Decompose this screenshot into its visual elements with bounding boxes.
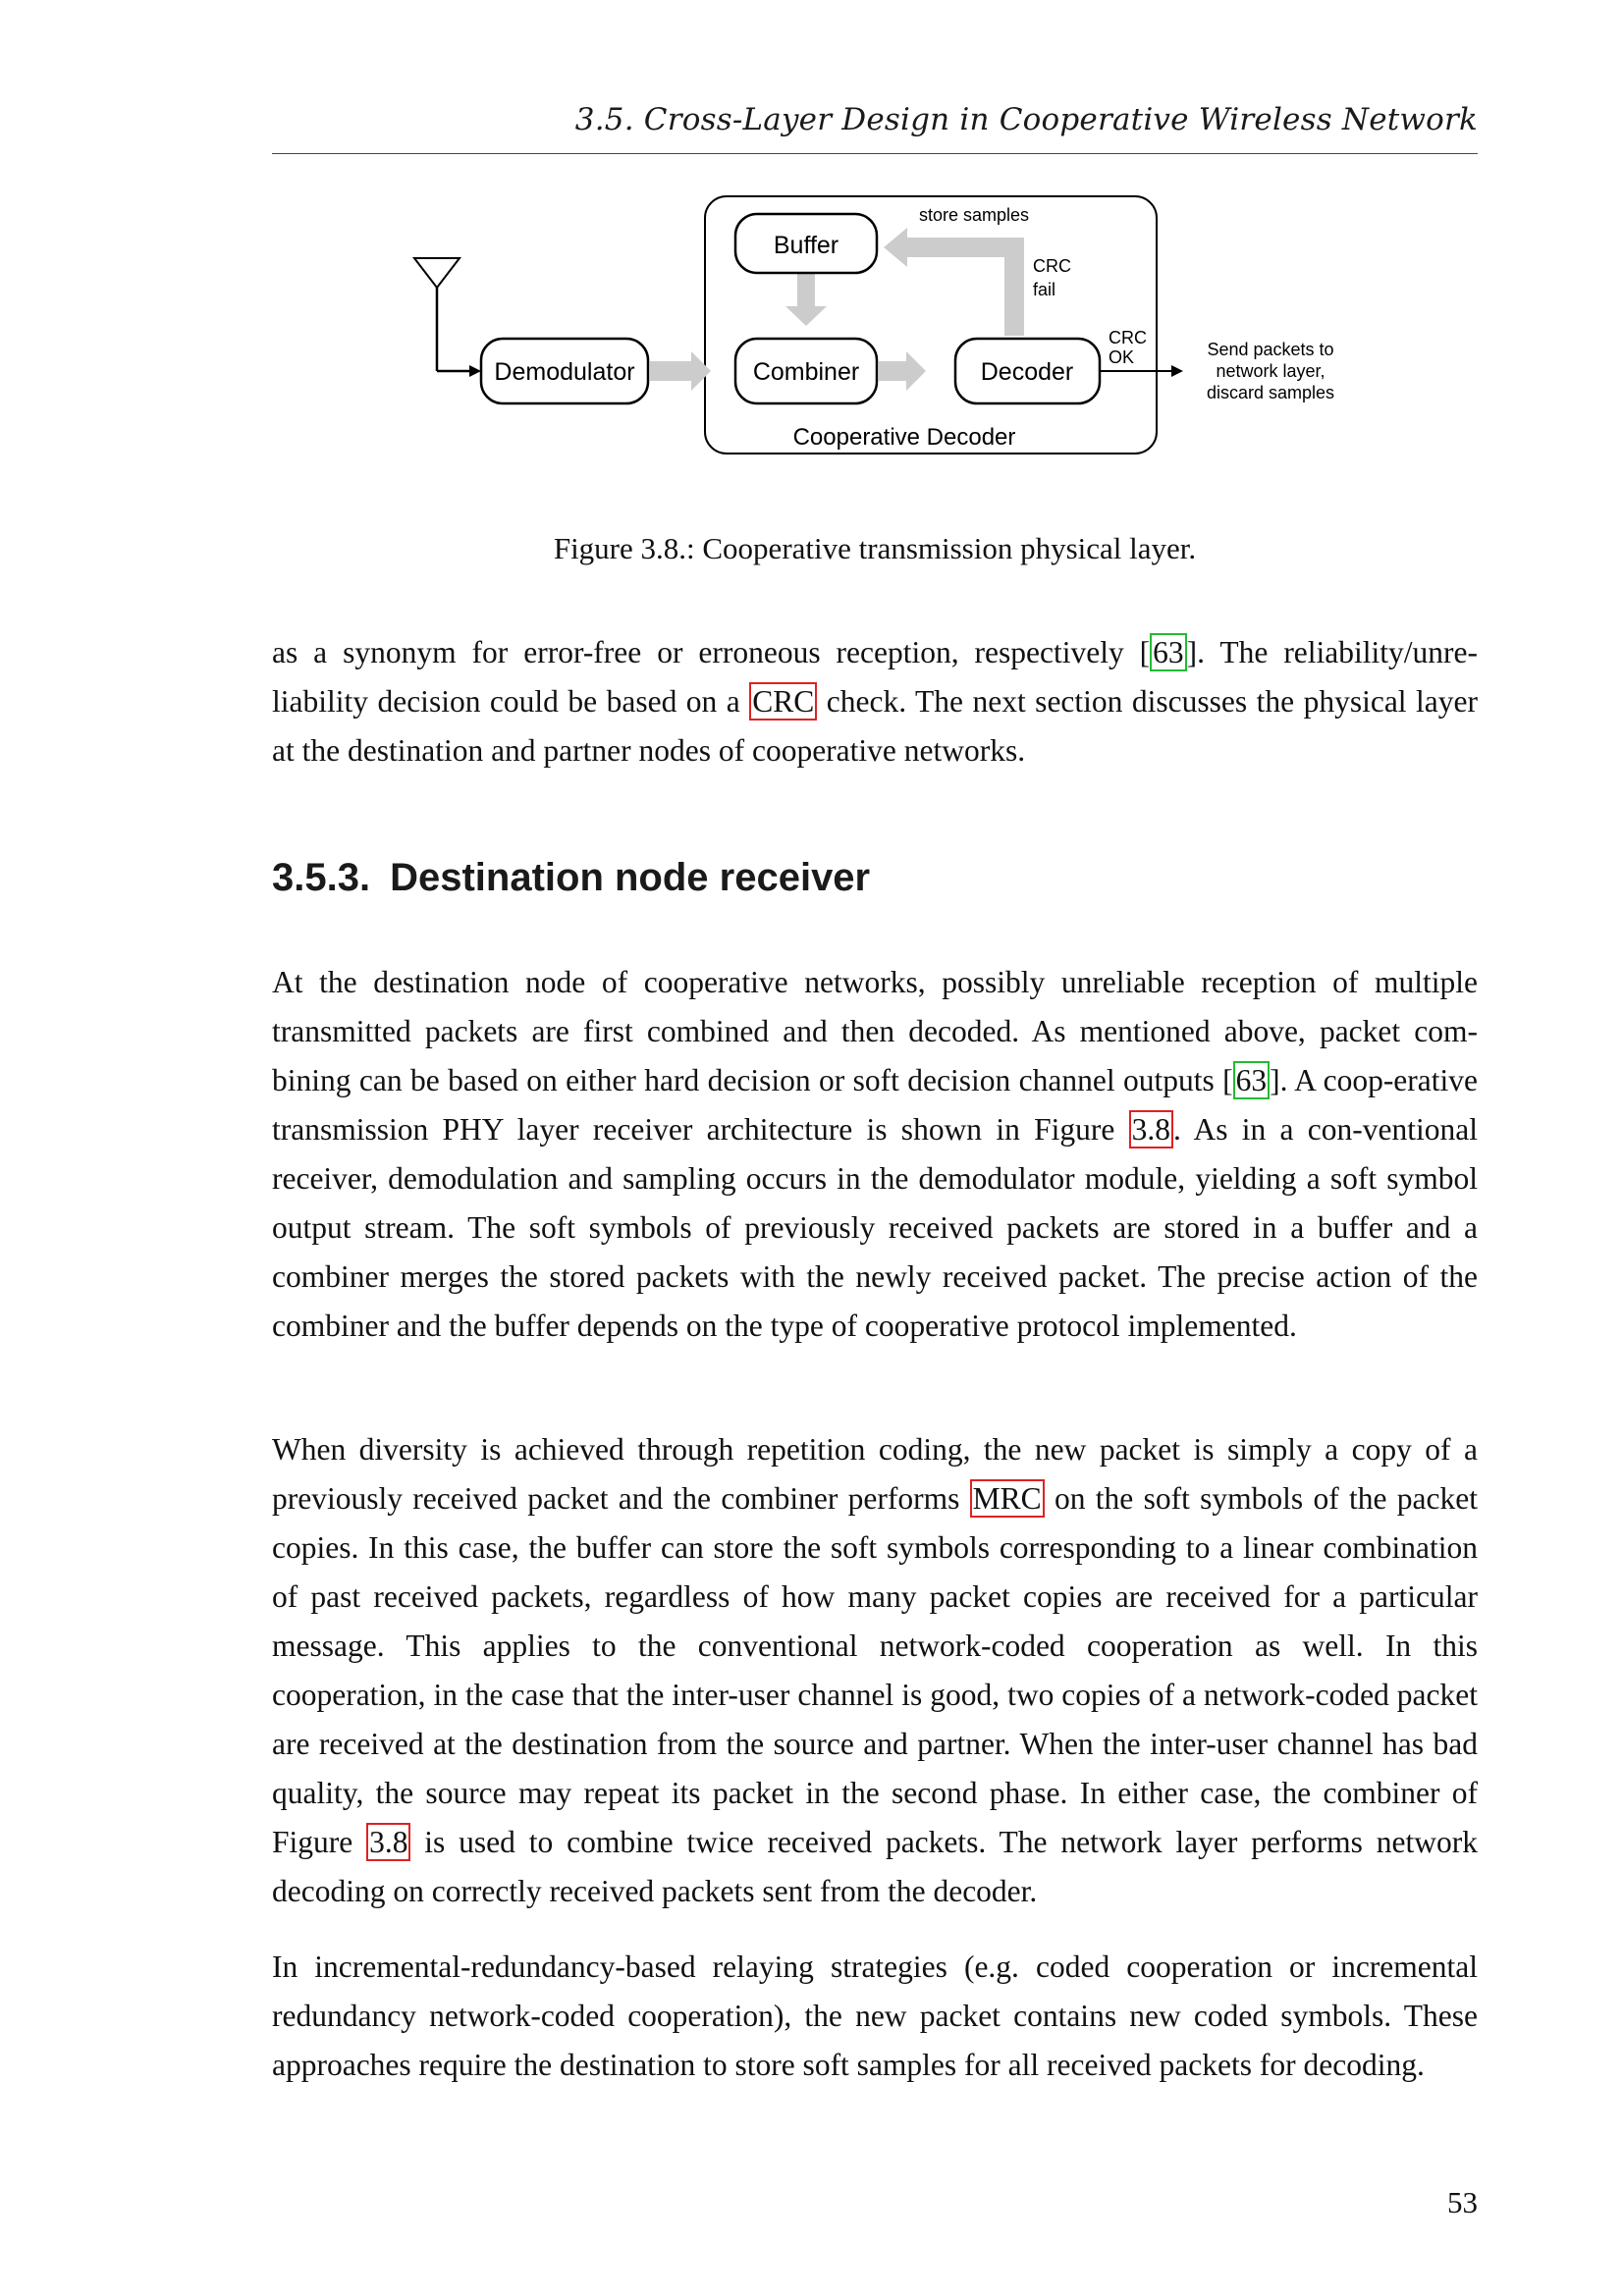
- combiner-block: [735, 339, 877, 403]
- crc-ok-label-line1: CRC: [1109, 328, 1147, 347]
- decoder-label: Decoder: [980, 358, 1074, 386]
- page-number: 53: [1447, 2185, 1478, 2219]
- cooperative-decoder-label: Cooperative Decoder: [792, 424, 1016, 451]
- store-samples-label: store samples: [919, 205, 1030, 225]
- section-number: 3.5.3.: [272, 856, 371, 899]
- paragraph-1: as a synonym for error-free or erroneous reception, respectively [63]. The reliability/unre-liability decision could be based on a CRC check. The next section discusses the physical layer at the destination and partner nodes of cooperative networks.: [272, 635, 1478, 768]
- citation-link[interactable]: 63: [1150, 633, 1187, 671]
- antenna-icon: [414, 258, 481, 377]
- paragraph-3: When diversity is achieved through repetition coding, the new packet is simply a copy of a previously received packet and the combiner performs MRC on the soft symbols of the packet copies. In this case, the buffer can store the soft symbols corresponding to a linear combination of past received packets, regardless of how many packet copies are received for a particular message. This applies to the conventional network-coded cooperation as well. In this cooperation, in the case that the inter-user channel is good, two copies of a network-coded packet are received at the destination from the source and partner. When the inter-user channel has bad quality, the source may repeat its packet in the second phase. In either case, the combiner of Figure 3.8 is used to combine twice received packets. The network layer performs network decoding on correctly received packets sent from the decoder.: [272, 1432, 1479, 1908]
- header-rule: [272, 153, 1478, 154]
- demodulator-block: [481, 339, 648, 403]
- figure-ref-link[interactable]: 3.8: [1129, 1110, 1173, 1148]
- crc-fail-label-line2: fail: [1033, 280, 1056, 299]
- figure-caption: Figure 3.8.: Cooperative transmission physical layer.: [553, 531, 1197, 565]
- output-label-line2: network layer,: [1216, 361, 1325, 381]
- section-title: Destination node receiver: [390, 856, 871, 899]
- combiner-label: Combiner: [752, 358, 860, 386]
- block-diagram: [393, 187, 1375, 471]
- decoder-block: [955, 339, 1100, 403]
- running-header: 3.5. Cross-Layer Design in Cooperative Wireless Network: [574, 102, 1478, 137]
- demodulator-label: Demodulator: [494, 358, 635, 386]
- citation-link[interactable]: 63: [1233, 1061, 1271, 1099]
- output-label-line1: Send packets to: [1207, 340, 1334, 359]
- buffer-block: [735, 214, 877, 273]
- output-label-line3: discard samples: [1206, 383, 1335, 402]
- acronym-link-crc[interactable]: CRC: [749, 682, 817, 721]
- crc-ok-label-line2: OK: [1109, 347, 1135, 367]
- figure-ref-link[interactable]: 3.8: [366, 1823, 410, 1861]
- paragraph-4: In incremental-redundancy-based relaying strategies (e.g. coded cooperation or incremental redundancy network-coded cooperation), the new packet contains new coded symbols. These approaches require the destination to store soft samples for all received packets for decoding.: [272, 1949, 1478, 2082]
- buffer-label: Buffer: [773, 232, 839, 259]
- section-heading: [272, 856, 1478, 900]
- acronym-link-mrc[interactable]: MRC: [970, 1479, 1045, 1518]
- crc-fail-label-line1: CRC: [1033, 256, 1071, 276]
- figure-3-8: [393, 187, 1375, 471]
- paragraph-2: At the destination node of cooperative networks, possibly unreliable reception of multiple transmitted packets are first combined and then decoded. As mentioned above, packet com-bining can be based on either hard decision or soft decision channel outputs [63]. A coop-erative transmission PHY layer receiver architecture is shown in Figure 3.8. As in a con-ventional receiver, demodulation and sampling occurs in the demodulator module, yielding a soft symbol output stream. The soft symbols of previously received packets are stored in a buffer and a combiner merges the stored packets with the newly received packet. The precise action of the combiner and the buffer depends on the type of cooperative protocol implemented.: [272, 965, 1478, 1343]
